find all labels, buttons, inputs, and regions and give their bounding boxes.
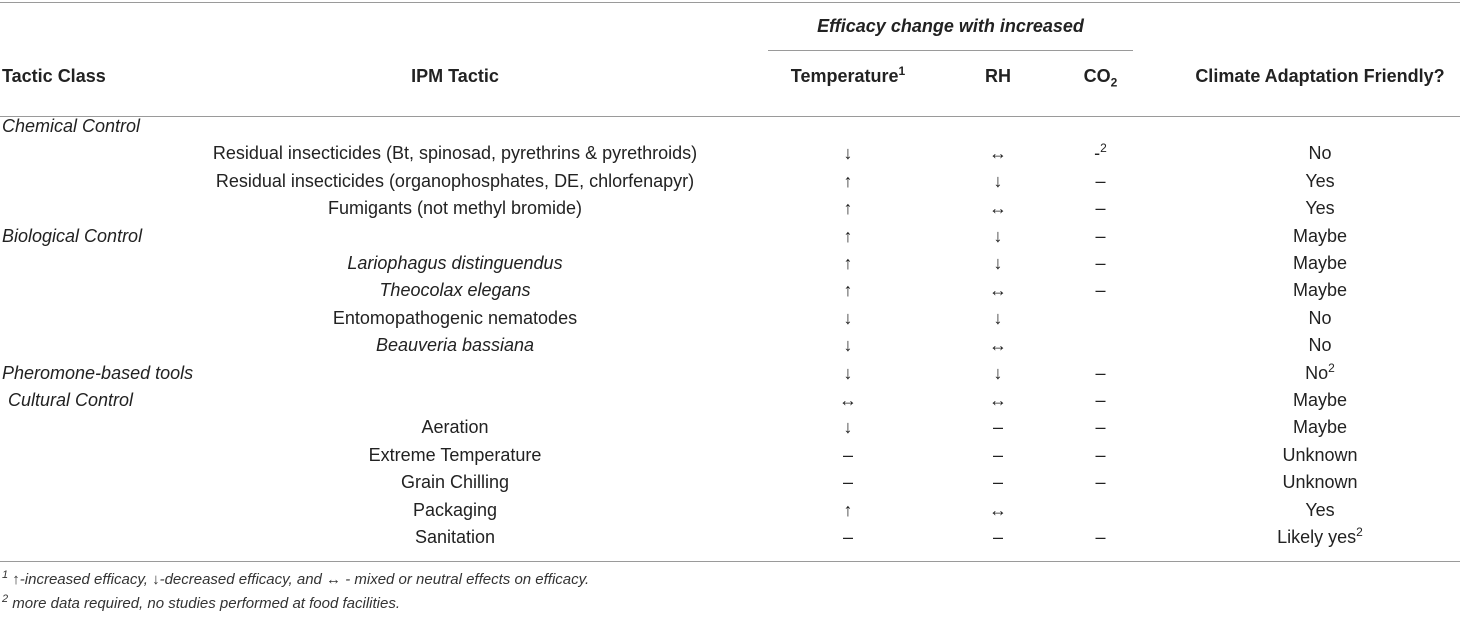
climate-friendly-cell: Maybe bbox=[1292, 280, 1348, 301]
ipm-tactic-cell: Residual insecticides (organophosphates, DE, chlorfenapyr) bbox=[215, 170, 695, 191]
co2-cell: – bbox=[1095, 472, 1106, 493]
climate-friendly-cell: Unknown bbox=[1282, 472, 1358, 493]
temperature-cell: ↑ bbox=[843, 198, 853, 219]
rh-cell: – bbox=[992, 444, 1003, 465]
tactic-class-cell: Biological Control bbox=[2, 225, 143, 246]
table-row bbox=[0, 250, 1460, 277]
temperature-cell: – bbox=[842, 527, 853, 547]
climate-friendly-cell: Maybe bbox=[1292, 417, 1348, 438]
table-row bbox=[0, 305, 1460, 332]
temperature-cell: ↓ bbox=[843, 335, 853, 356]
rh-cell: ↓ bbox=[993, 253, 1003, 273]
co2-cell: -$^2$ bbox=[1094, 141, 1107, 164]
climate-friendly-cell: Maybe bbox=[1292, 225, 1348, 246]
climate-friendly-cell: Yes bbox=[1305, 499, 1335, 520]
temperature-cell: ↑ bbox=[843, 225, 853, 246]
table-row bbox=[0, 113, 1460, 140]
tactic-class-header: Tactic Class bbox=[2, 66, 106, 86]
table-row bbox=[0, 387, 1460, 414]
tactic-class-cell: Chemical Control bbox=[2, 116, 141, 136]
temperature-cell: ↓ bbox=[843, 362, 853, 383]
climate-friendly-cell: No bbox=[1308, 307, 1332, 328]
co2-cell: – bbox=[1095, 527, 1106, 547]
ipm-tactic-cell: Fumigants (not methyl bromide) bbox=[327, 198, 583, 219]
ipm-tactic-cell: Beauveria bassiana bbox=[375, 335, 535, 356]
rh-cell: ↓ bbox=[993, 170, 1003, 191]
rh-cell: – bbox=[992, 472, 1003, 493]
temperature-cell: ↓ bbox=[843, 143, 853, 164]
climate-friendly-cell: Maybe bbox=[1292, 253, 1348, 273]
table-row bbox=[0, 497, 1460, 524]
temperature-header: Temperature$^1$ bbox=[790, 64, 906, 86]
co2-cell: – bbox=[1095, 253, 1106, 273]
table-row bbox=[0, 195, 1460, 222]
ipm-tactic-cell: Packaging bbox=[412, 499, 498, 520]
co2-header: $CO_2$ bbox=[1083, 66, 1118, 90]
table-row bbox=[0, 168, 1460, 195]
tactic-class-cell: Cultural Control bbox=[8, 390, 134, 410]
footnote-2: $^2$ more data required, no studies performed at food facilities. bbox=[2, 593, 400, 612]
temperature-footnote-mark: 1 bbox=[898, 64, 906, 78]
co2-cell: – bbox=[1095, 280, 1106, 301]
climate-friendly-cell: No bbox=[1308, 335, 1332, 356]
co2-cell: – bbox=[1095, 225, 1106, 246]
temperature-cell: ↓ bbox=[843, 307, 853, 328]
rh-cell: ↔ bbox=[989, 280, 1007, 301]
temperature-cell: – bbox=[842, 472, 853, 493]
temperature-cell: ↑ bbox=[843, 170, 853, 191]
ipm-tactic-cell: Lariophagus distinguendus bbox=[347, 253, 563, 273]
temperature-cell: ↑ bbox=[843, 499, 853, 520]
rh-cell: ↔ bbox=[989, 143, 1007, 164]
co2-cell: – bbox=[1095, 170, 1106, 191]
footnote-1: $^1$ ↑-increased efficacy, ↓-decreased efficacy, and ↔ - mixed or neutral effects on efficacy. bbox=[2, 569, 590, 588]
ipm-tactic-cell: Sanitation bbox=[414, 527, 496, 547]
ipm-tactic-cell: Residual insecticides (Bt, spinosad, pyrethrins & pyrethroids) bbox=[212, 143, 698, 164]
climate-friendly-cell: Unknown bbox=[1282, 444, 1358, 465]
rh-header: RH bbox=[985, 66, 1011, 86]
climate-friendly-cell: Likely yes$^2$ bbox=[1277, 525, 1363, 547]
table-row bbox=[0, 223, 1460, 250]
table-row bbox=[0, 360, 1460, 387]
ipm-tactic-cell: Extreme Temperature bbox=[368, 444, 542, 465]
climate-friendly-cell: No bbox=[1308, 143, 1332, 164]
temperature-cell: ↑ bbox=[843, 280, 853, 301]
table-top-rule bbox=[0, 2, 1460, 3]
temperature-cell: ↔ bbox=[839, 390, 857, 410]
ipm-tactic-cell: Theocolax elegans bbox=[379, 280, 531, 301]
climate-friendly-cell: Yes bbox=[1305, 170, 1335, 191]
rh-cell: ↔ bbox=[989, 499, 1007, 520]
rh-cell: ↓ bbox=[993, 362, 1003, 383]
rh-cell: ↔ bbox=[989, 390, 1007, 410]
ipm-tactic-cell: Entomopathogenic nematodes bbox=[332, 307, 578, 328]
rh-cell: ↔ bbox=[989, 198, 1007, 219]
table-row bbox=[0, 277, 1460, 304]
climate-friendly-header: Climate Adaptation Friendly? bbox=[1195, 66, 1445, 86]
rh-cell: ↔ bbox=[989, 335, 1007, 356]
climate-friendly-cell: Maybe bbox=[1292, 390, 1348, 410]
temperature-cell: ↑ bbox=[843, 253, 853, 273]
climate-friendly-cell: No$^2$ bbox=[1305, 360, 1335, 383]
rh-cell: – bbox=[992, 527, 1003, 547]
rh-cell: ↓ bbox=[993, 307, 1003, 328]
climate-friendly-cell: Yes bbox=[1305, 198, 1335, 219]
ipm-tactic-cell: Aeration bbox=[421, 417, 489, 438]
table-bottom-rule bbox=[0, 561, 1460, 562]
co2-cell: – bbox=[1095, 390, 1106, 410]
temperature-cell: ↓ bbox=[843, 417, 853, 438]
co2-cell: – bbox=[1095, 362, 1106, 383]
rh-cell: ↓ bbox=[993, 225, 1003, 246]
efficacy-group-rule bbox=[768, 50, 1133, 51]
table-row bbox=[0, 414, 1460, 441]
table-row bbox=[0, 140, 1460, 167]
rh-cell: – bbox=[992, 417, 1003, 438]
co2-cell: – bbox=[1095, 417, 1106, 438]
table-row bbox=[0, 524, 1460, 551]
co2-cell: – bbox=[1095, 444, 1106, 465]
tactic-class-cell: Pheromone-based tools bbox=[2, 362, 194, 383]
table-row bbox=[0, 442, 1460, 469]
table-row bbox=[0, 469, 1460, 496]
co2-cell: – bbox=[1095, 198, 1106, 219]
ipm-tactic-cell: Grain Chilling bbox=[400, 472, 510, 493]
efficacy-group-header: Efficacy change with increased bbox=[817, 16, 1084, 36]
ipm-tactic-header: IPM Tactic bbox=[411, 66, 499, 86]
table-row bbox=[0, 332, 1460, 359]
temperature-cell: – bbox=[842, 444, 853, 465]
